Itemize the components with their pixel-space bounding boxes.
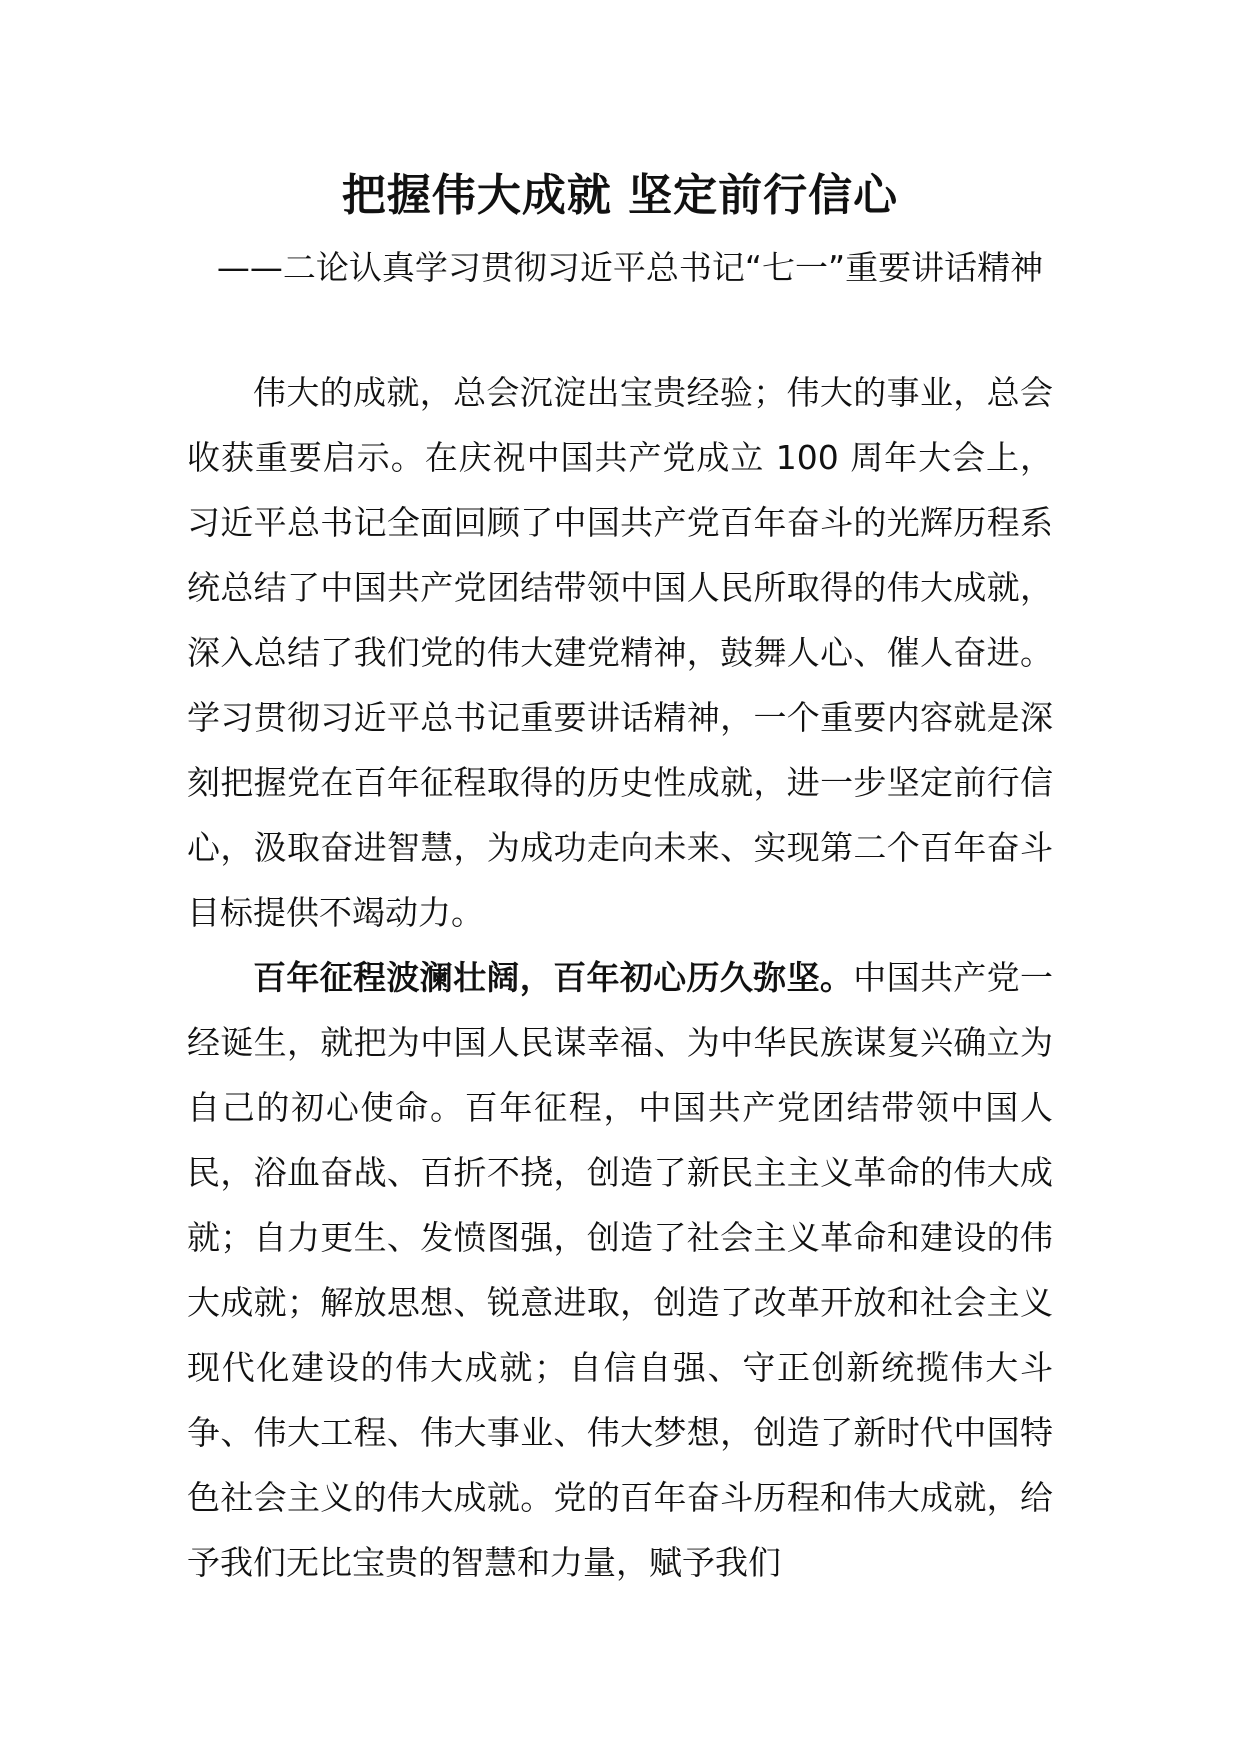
- paragraph-1: [187, 360, 1053, 945]
- paragraph-2: [187, 945, 1053, 1595]
- document-body: [187, 360, 1053, 1595]
- document-subtitle: ——二论认真学习贯彻习近平总书记“七一”重要讲话精神: [216, 248, 1044, 287]
- paragraph-1-text: 伟大的成就，总会沉淀出宝贵经验；伟大的事业，总会收获重要启示。在庆祝中国共产党成立 100 周年大会上，习近平总书记全面回顾了中国共产党百年奋斗的光辉历程系统总结了中国共产党团结带领中国人民所取得的伟大成就，深入总结了我们党的伟大建党精神，鼓舞人心、催人奋进。学习贯彻习近平总书记重要讲话精神，一个重要内容就是深刻把握党在百年征程取得的历史性成就，进一步坚定前行信心，汲取奋进智慧，为成功走向未来、实现第二个百年奋斗目标提供不竭动力。: [187, 373, 1053, 932]
- paragraph-2-lead: 百年征程波澜壮阔，百年初心历久弥坚。: [253, 958, 854, 997]
- paragraph-2-text: 中国共产党一经诞生，就把为中国人民谋幸福、为中华民族谋复兴确立为自己的初心使命。百年征程，中国共产党团结带领中国人民，浴血奋战、百折不挠，创造了新民主主义革命的伟大成就；自力更生、发愤图强，创造了社会主义革命和建设的伟大成就；解放思想、锐意进取，创造了改革开放和社会主义现代化建设的伟大成就；自信自强、守正创新统揽伟大斗争、伟大工程、伟大事业、伟大梦想，创造了新时代中国特色社会主义的伟大成就。党的百年奋斗历程和伟大成就，给予我们无比宝贵的智慧和力量，赋予我们: [187, 958, 1054, 1582]
- document-title: 把握伟大成就 坚定前行信心: [341, 170, 899, 221]
